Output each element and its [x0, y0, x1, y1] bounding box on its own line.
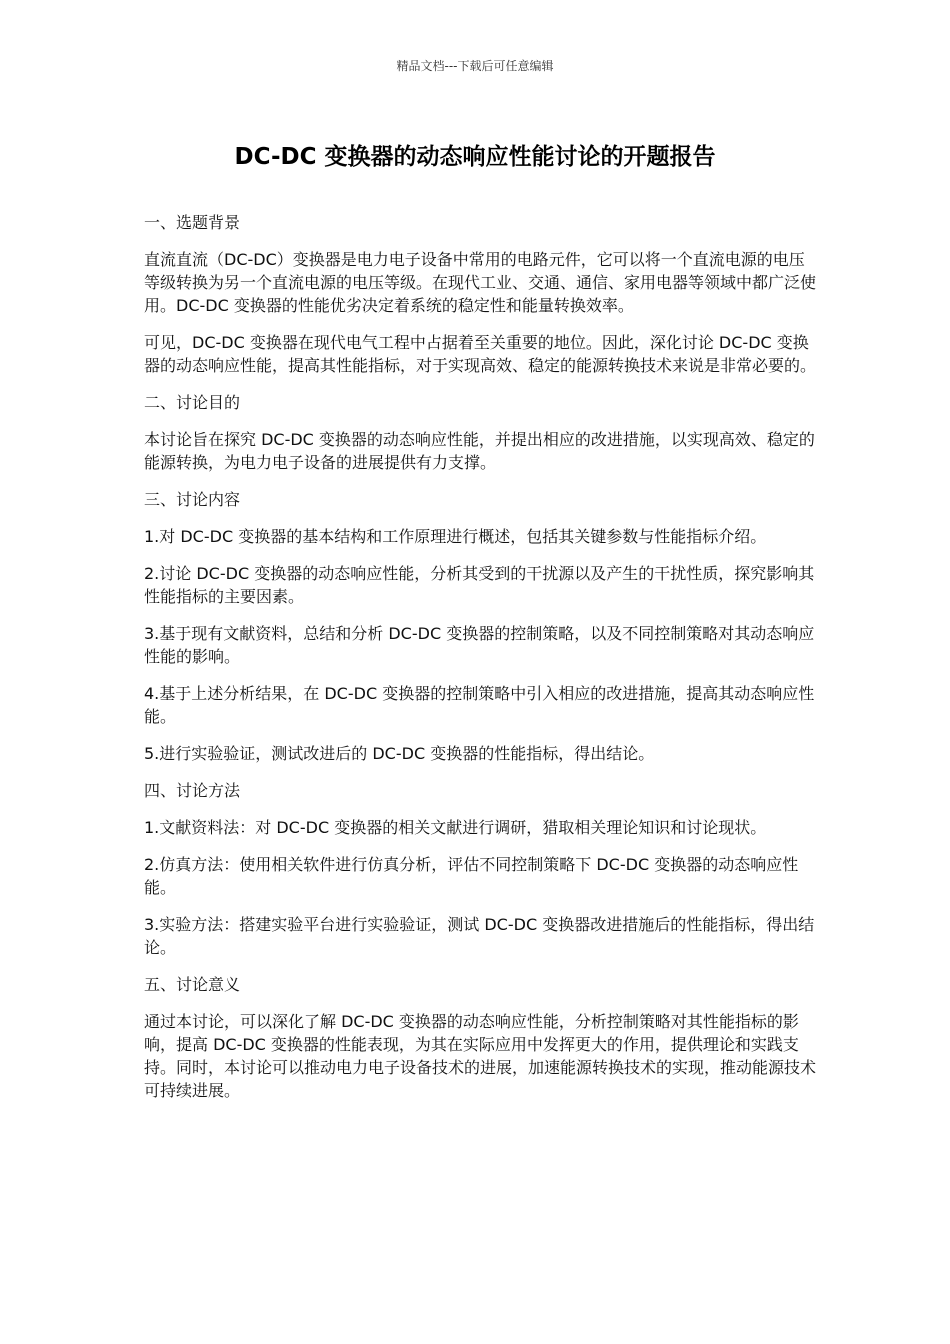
list-item-method-2: 2.仿真方法：使用相关软件进行仿真分析，评估不同控制策略下 DC-DC 变换器的动态响应性能。	[144, 855, 799, 897]
section-heading-background: 一、选题背景	[144, 213, 241, 232]
paragraph-background-2: 可见，DC-DC 变换器在现代电气工程中占据着至关重要的地位。因此，深化讨论 DC-DC 变换器的动态响应性能，提高其性能指标，对于实现高效、稳定的能源转换技术来说是非常必要的。	[144, 333, 817, 375]
list-item-content-2: 2.讨论 DC-DC 变换器的动态响应性能，分析其受到的干扰源以及产生的干扰性质，探究影响其性能指标的主要因素。	[144, 564, 815, 606]
list-item-content-4: 4.基于上述分析结果，在 DC-DC 变换器的控制策略中引入相应的改进措施，提高其动态响应性能。	[144, 684, 815, 726]
paragraph-background-1: 直流直流（DC-DC）变换器是电力电子设备中常用的电路元件，它可以将一个直流电源的电压等级转换为另一个直流电源的电压等级。在现代工业、交通、通信、家用电器等领域中都广泛使用。DC-DC 变换器的性能优劣决定着系统的稳定性和能量转换效率。	[144, 250, 817, 315]
section-heading-significance: 五、讨论意义	[144, 975, 241, 994]
section-heading-content: 三、讨论内容	[144, 490, 241, 509]
list-item-content-1: 1.对 DC-DC 变换器的基本结构和工作原理进行概述，包括其关键参数与性能指标介绍。	[144, 527, 767, 546]
section-heading-purpose: 二、讨论目的	[144, 393, 241, 412]
paragraph-significance: 通过本讨论，可以深化了解 DC-DC 变换器的动态响应性能，分析控制策略对其性能指标的影响，提高 DC-DC 变换器的性能表现，为其在实际应用中发挥更大的作用，提供理论和实践支持。同时，本讨论可以推动电力电子设备技术的进展，加速能源转换技术的实现，推动能源技术可持续进展。	[144, 1012, 817, 1100]
document-body	[144, 211, 816, 1116]
document-title: DC-DC 变换器的动态响应性能讨论的开题报告	[234, 144, 716, 170]
list-item-content-5: 5.进行实验验证，测试改进后的 DC-DC 变换器的性能指标，得出结论。	[144, 744, 655, 763]
list-item-method-3: 3.实验方法：搭建实验平台进行实验验证，测试 DC-DC 变换器改进措施后的性能指标，得出结论。	[144, 915, 815, 957]
paragraph-purpose: 本讨论旨在探究 DC-DC 变换器的动态响应性能，并提出相应的改进措施，以实现高效、稳定的能源转换，为电力电子设备的进展提供有力支撑。	[144, 430, 815, 472]
section-heading-method: 四、讨论方法	[144, 781, 241, 800]
list-item-method-1: 1.文献资料法：对 DC-DC 变换器的相关文献进行调研，猎取相关理论知识和讨论现状。	[144, 818, 767, 837]
list-item-content-3: 3.基于现有文献资料，总结和分析 DC-DC 变换器的控制策略，以及不同控制策略对其动态响应性能的影响。	[144, 624, 815, 666]
page-header-note: 精品文档---下载后可任意编辑	[396, 59, 554, 73]
